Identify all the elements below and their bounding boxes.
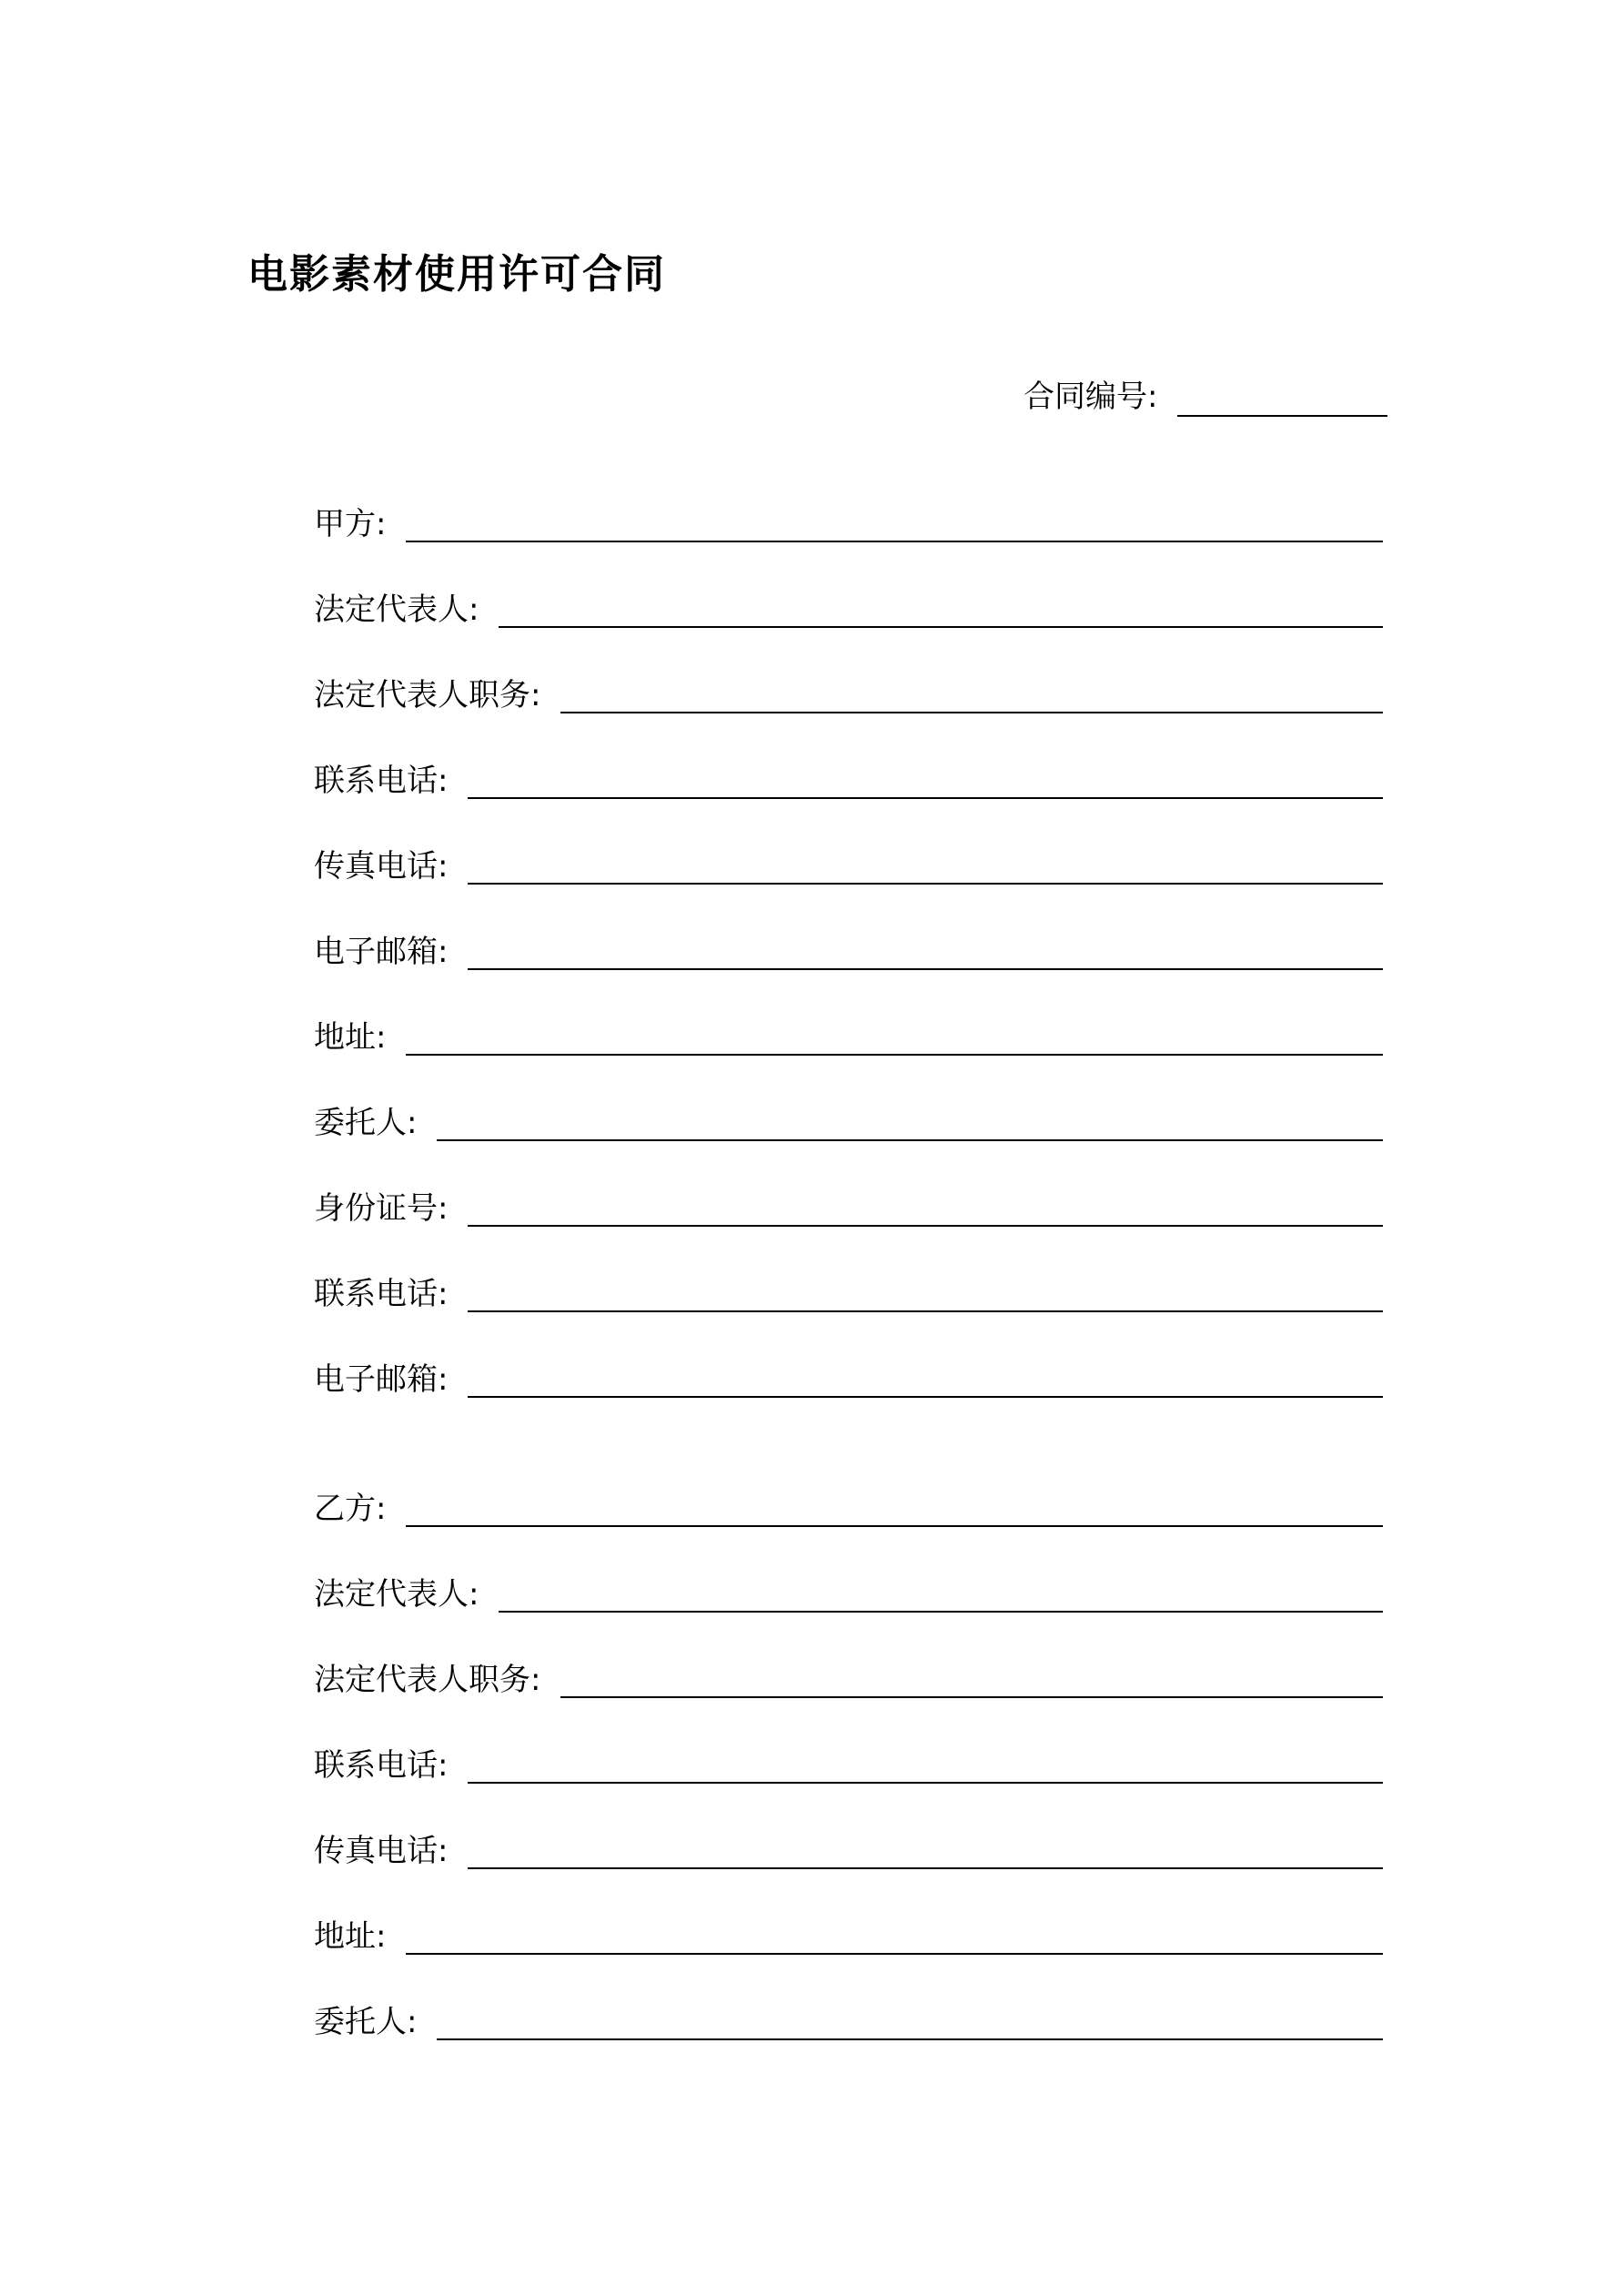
party-a-address-row [314, 1012, 1383, 1059]
colon: : [530, 1662, 541, 1698]
party-b-legal-rep-title-row [314, 1654, 1383, 1702]
field-label: 电子邮箱 [314, 1361, 438, 1398]
colon: : [407, 1105, 418, 1141]
party-a-phone-blank[interactable] [468, 797, 1383, 799]
party-a-agent-row [314, 1097, 1383, 1145]
party-a-legal-rep-title-blank[interactable] [560, 712, 1383, 713]
party-b-fax-blank[interactable] [468, 1867, 1383, 1869]
party-a-agent-phone-blank[interactable] [468, 1310, 1383, 1312]
colon: : [407, 2004, 418, 2040]
colon: : [376, 506, 387, 542]
colon: : [376, 1019, 387, 1056]
colon: : [438, 1833, 449, 1869]
colon: : [438, 1276, 449, 1312]
colon: : [438, 1361, 449, 1398]
party-a-address-blank[interactable] [406, 1054, 1383, 1056]
party-a-email-blank[interactable] [468, 968, 1383, 970]
party-b-legal-rep-blank[interactable] [499, 1611, 1383, 1613]
colon: : [438, 848, 449, 885]
colon: : [438, 1190, 449, 1227]
party-a-id-number-row [314, 1183, 1383, 1230]
field-label: 委托人 [314, 1105, 407, 1141]
document-title: 电影素材使用许可合同 [247, 251, 666, 298]
field-label: 法定代表人 [314, 1576, 469, 1613]
party-a-name-blank[interactable] [406, 541, 1383, 542]
field-label: 地址 [314, 1019, 376, 1056]
field-label: 法定代表人职务 [314, 1662, 530, 1698]
party-b-name-blank[interactable] [406, 1525, 1383, 1527]
field-label: 乙方 [314, 1491, 376, 1527]
colon: : [376, 1918, 387, 1955]
colon: : [469, 592, 479, 628]
field-label: 传真电话 [314, 1833, 438, 1869]
party-b-name-row [314, 1483, 1383, 1531]
colon: : [438, 934, 449, 970]
colon: : [438, 763, 449, 799]
contract-number-row [1024, 373, 1387, 419]
party-b-address-row [314, 1911, 1383, 1958]
party-a-fax-blank[interactable] [468, 883, 1383, 885]
colon: : [469, 1576, 479, 1613]
field-label: 电子邮箱 [314, 934, 438, 970]
contract-number-blank[interactable] [1177, 415, 1387, 417]
field-label: 甲方 [314, 506, 376, 542]
field-label: 法定代表人 [314, 592, 469, 628]
party-a-email-row [314, 926, 1383, 974]
party-a-fax-row [314, 841, 1383, 888]
party-a-id-number-blank[interactable] [468, 1225, 1383, 1227]
party-b-phone-blank[interactable] [468, 1782, 1383, 1784]
party-a-agent-phone-row [314, 1269, 1383, 1316]
colon: : [438, 1747, 449, 1784]
party-b-legal-rep-row [314, 1569, 1383, 1616]
party-b-legal-rep-title-blank[interactable] [560, 1696, 1383, 1698]
party-a-phone-row [314, 755, 1383, 803]
party-a-agent-blank[interactable] [437, 1139, 1383, 1141]
party-a-name-row [314, 499, 1383, 546]
party-a-legal-rep-blank[interactable] [499, 626, 1383, 628]
field-label: 委托人 [314, 2004, 407, 2040]
colon: : [530, 677, 541, 713]
party-b-fax-row [314, 1826, 1383, 1873]
field-label: 传真电话 [314, 848, 438, 885]
party-b-phone-row [314, 1740, 1383, 1787]
party-a-agent-email-row [314, 1354, 1383, 1401]
party-b-address-blank[interactable] [406, 1953, 1383, 1955]
party-b-agent-blank[interactable] [437, 2038, 1383, 2040]
field-label: 地址 [314, 1918, 376, 1955]
party-a-legal-rep-row [314, 584, 1383, 632]
party-a-agent-email-blank[interactable] [468, 1396, 1383, 1398]
field-label: 身份证号 [314, 1190, 438, 1227]
contract-number-label: 合同编号 [1024, 379, 1147, 415]
field-label: 联系电话 [314, 1747, 438, 1784]
field-label: 联系电话 [314, 1276, 438, 1312]
party-a-legal-rep-title-row [314, 670, 1383, 717]
colon: : [1147, 379, 1158, 415]
field-label: 联系电话 [314, 763, 438, 799]
colon: : [376, 1491, 387, 1527]
party-b-agent-row [314, 1997, 1383, 2044]
field-label: 法定代表人职务 [314, 677, 530, 713]
